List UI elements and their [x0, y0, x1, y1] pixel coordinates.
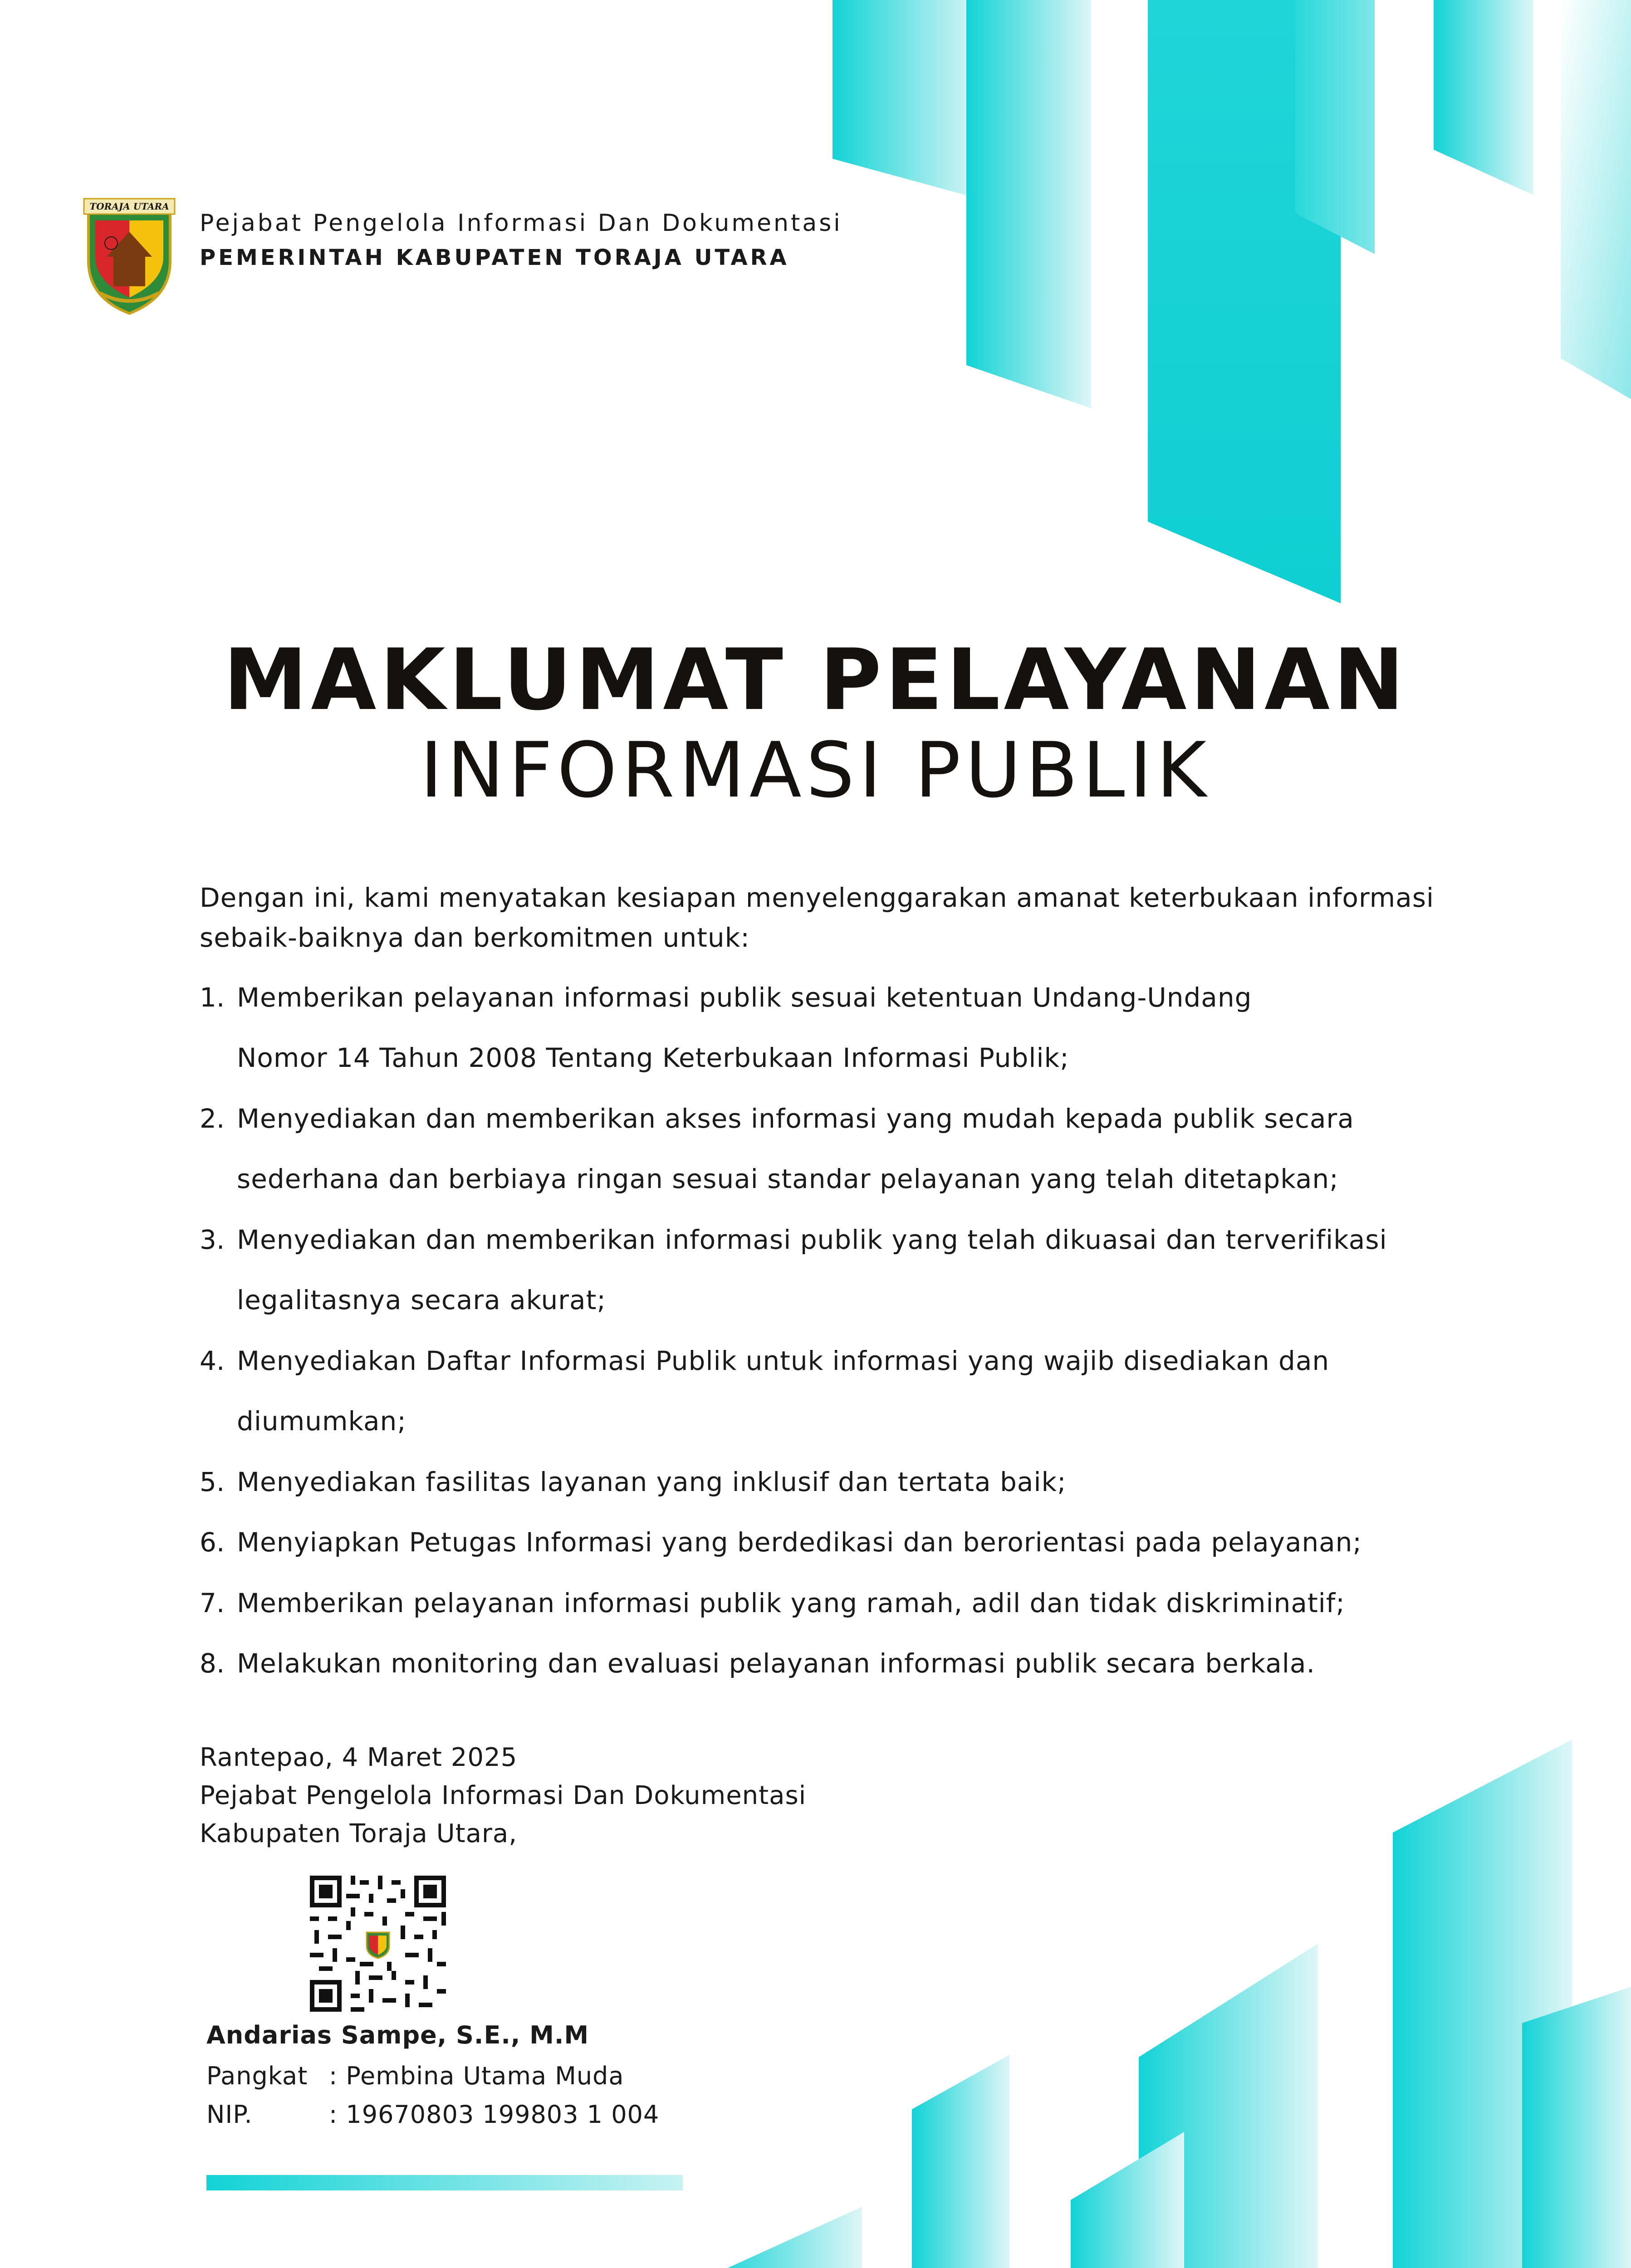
nip-value: : 19670803 199803 1 004	[329, 2100, 660, 2129]
list-item-number: 7.	[200, 1588, 225, 1618]
header-government-line: PEMERINTAH KABUPATEN TORAJA UTARA	[200, 245, 789, 270]
list-item-line: diumumkan;	[237, 1406, 407, 1437]
list-item-number: 2.	[200, 1103, 225, 1134]
signature-office: Pejabat Pengelola Informasi Dan Dokumentasi	[200, 1781, 807, 1810]
signer-name: Andarias Sampe, S.E., M.M	[206, 2021, 589, 2049]
deco-shape	[1522, 1987, 1631, 2268]
list-item-line: sederhana dan berbiaya ringan sesuai standar pelayanan yang telah ditetapkan;	[237, 1163, 1339, 1194]
page-title: MAKLUMAT PELAYANAN	[223, 631, 1408, 729]
list-item-line: Menyiapkan Petugas Informasi yang berdedikasi dan berorientasi pada pelayanan;	[237, 1527, 1362, 1558]
list-item-number: 3.	[200, 1224, 225, 1255]
accent-bar	[206, 2175, 683, 2190]
list-item-line: Menyediakan fasilitas layanan yang inklusif dan tertata baik;	[237, 1466, 1067, 1497]
rank-label: Pangkat	[206, 2062, 308, 2090]
nip-label: NIP.	[206, 2100, 253, 2129]
list-item-line: Melakukan monitoring dan evaluasi pelayanan informasi publik secara berkala.	[237, 1648, 1315, 1679]
list-item-line: Menyediakan dan memberikan akses informasi yang mudah kepada publik secara	[237, 1103, 1354, 1134]
place-date: Rantepao, 4 Maret 2025	[200, 1743, 518, 1772]
list-item-line: Menyediakan dan memberikan informasi publik yang telah dikuasai dan terverifikasi	[237, 1224, 1387, 1255]
signature-region: Kabupaten Toraja Utara,	[200, 1819, 518, 1848]
list-item-number: 4.	[200, 1345, 225, 1376]
list-item-line: legalitasnya secara akurat;	[237, 1285, 606, 1315]
deco-shape	[1434, 0, 1533, 195]
logo-text: TORAJA UTARA	[89, 201, 169, 212]
list-item-number: 1.	[200, 982, 225, 1013]
deco-shape	[966, 0, 1091, 408]
list-item-line: Memberikan pelayanan informasi publik yang ramah, adil dan tidak diskriminatif;	[237, 1588, 1345, 1618]
list-item-line: Menyediakan Daftar Informasi Publik untuk informasi yang wajib disediakan dan	[237, 1345, 1330, 1376]
list-item-number: 8.	[200, 1648, 225, 1679]
list-item-line: Nomor 14 Tahun 2008 Tentang Keterbukaan Informasi Publik;	[237, 1042, 1069, 1073]
intro-line: sebaik-baiknya dan berkomitmen untuk:	[200, 922, 750, 953]
page-subtitle: INFORMASI PUBLIK	[420, 726, 1211, 815]
deco-shape	[912, 2055, 1009, 2268]
deco-shape	[1295, 0, 1375, 254]
header-office-line: Pejabat Pengelola Informasi Dan Dokumentasi	[200, 210, 842, 237]
deco-shape	[1071, 2132, 1184, 2268]
deco-shape	[1561, 0, 1631, 399]
deco-shape	[833, 0, 982, 200]
deco-shape	[708, 2207, 862, 2268]
list-item-line: Memberikan pelayanan informasi publik sesuai ketentuan Undang-Undang	[237, 982, 1252, 1013]
list-item-number: 6.	[200, 1527, 225, 1558]
intro-paragraph	[200, 878, 1434, 958]
qr-code	[310, 1876, 446, 2012]
list-item-number: 5.	[200, 1466, 225, 1497]
rank-value: : Pembina Utama Muda	[329, 2062, 624, 2090]
intro-line: Dengan ini, kami menyatakan kesiapan menyelenggarakan amanat keterbukaan informasi	[200, 882, 1435, 913]
regency-logo	[79, 189, 179, 316]
